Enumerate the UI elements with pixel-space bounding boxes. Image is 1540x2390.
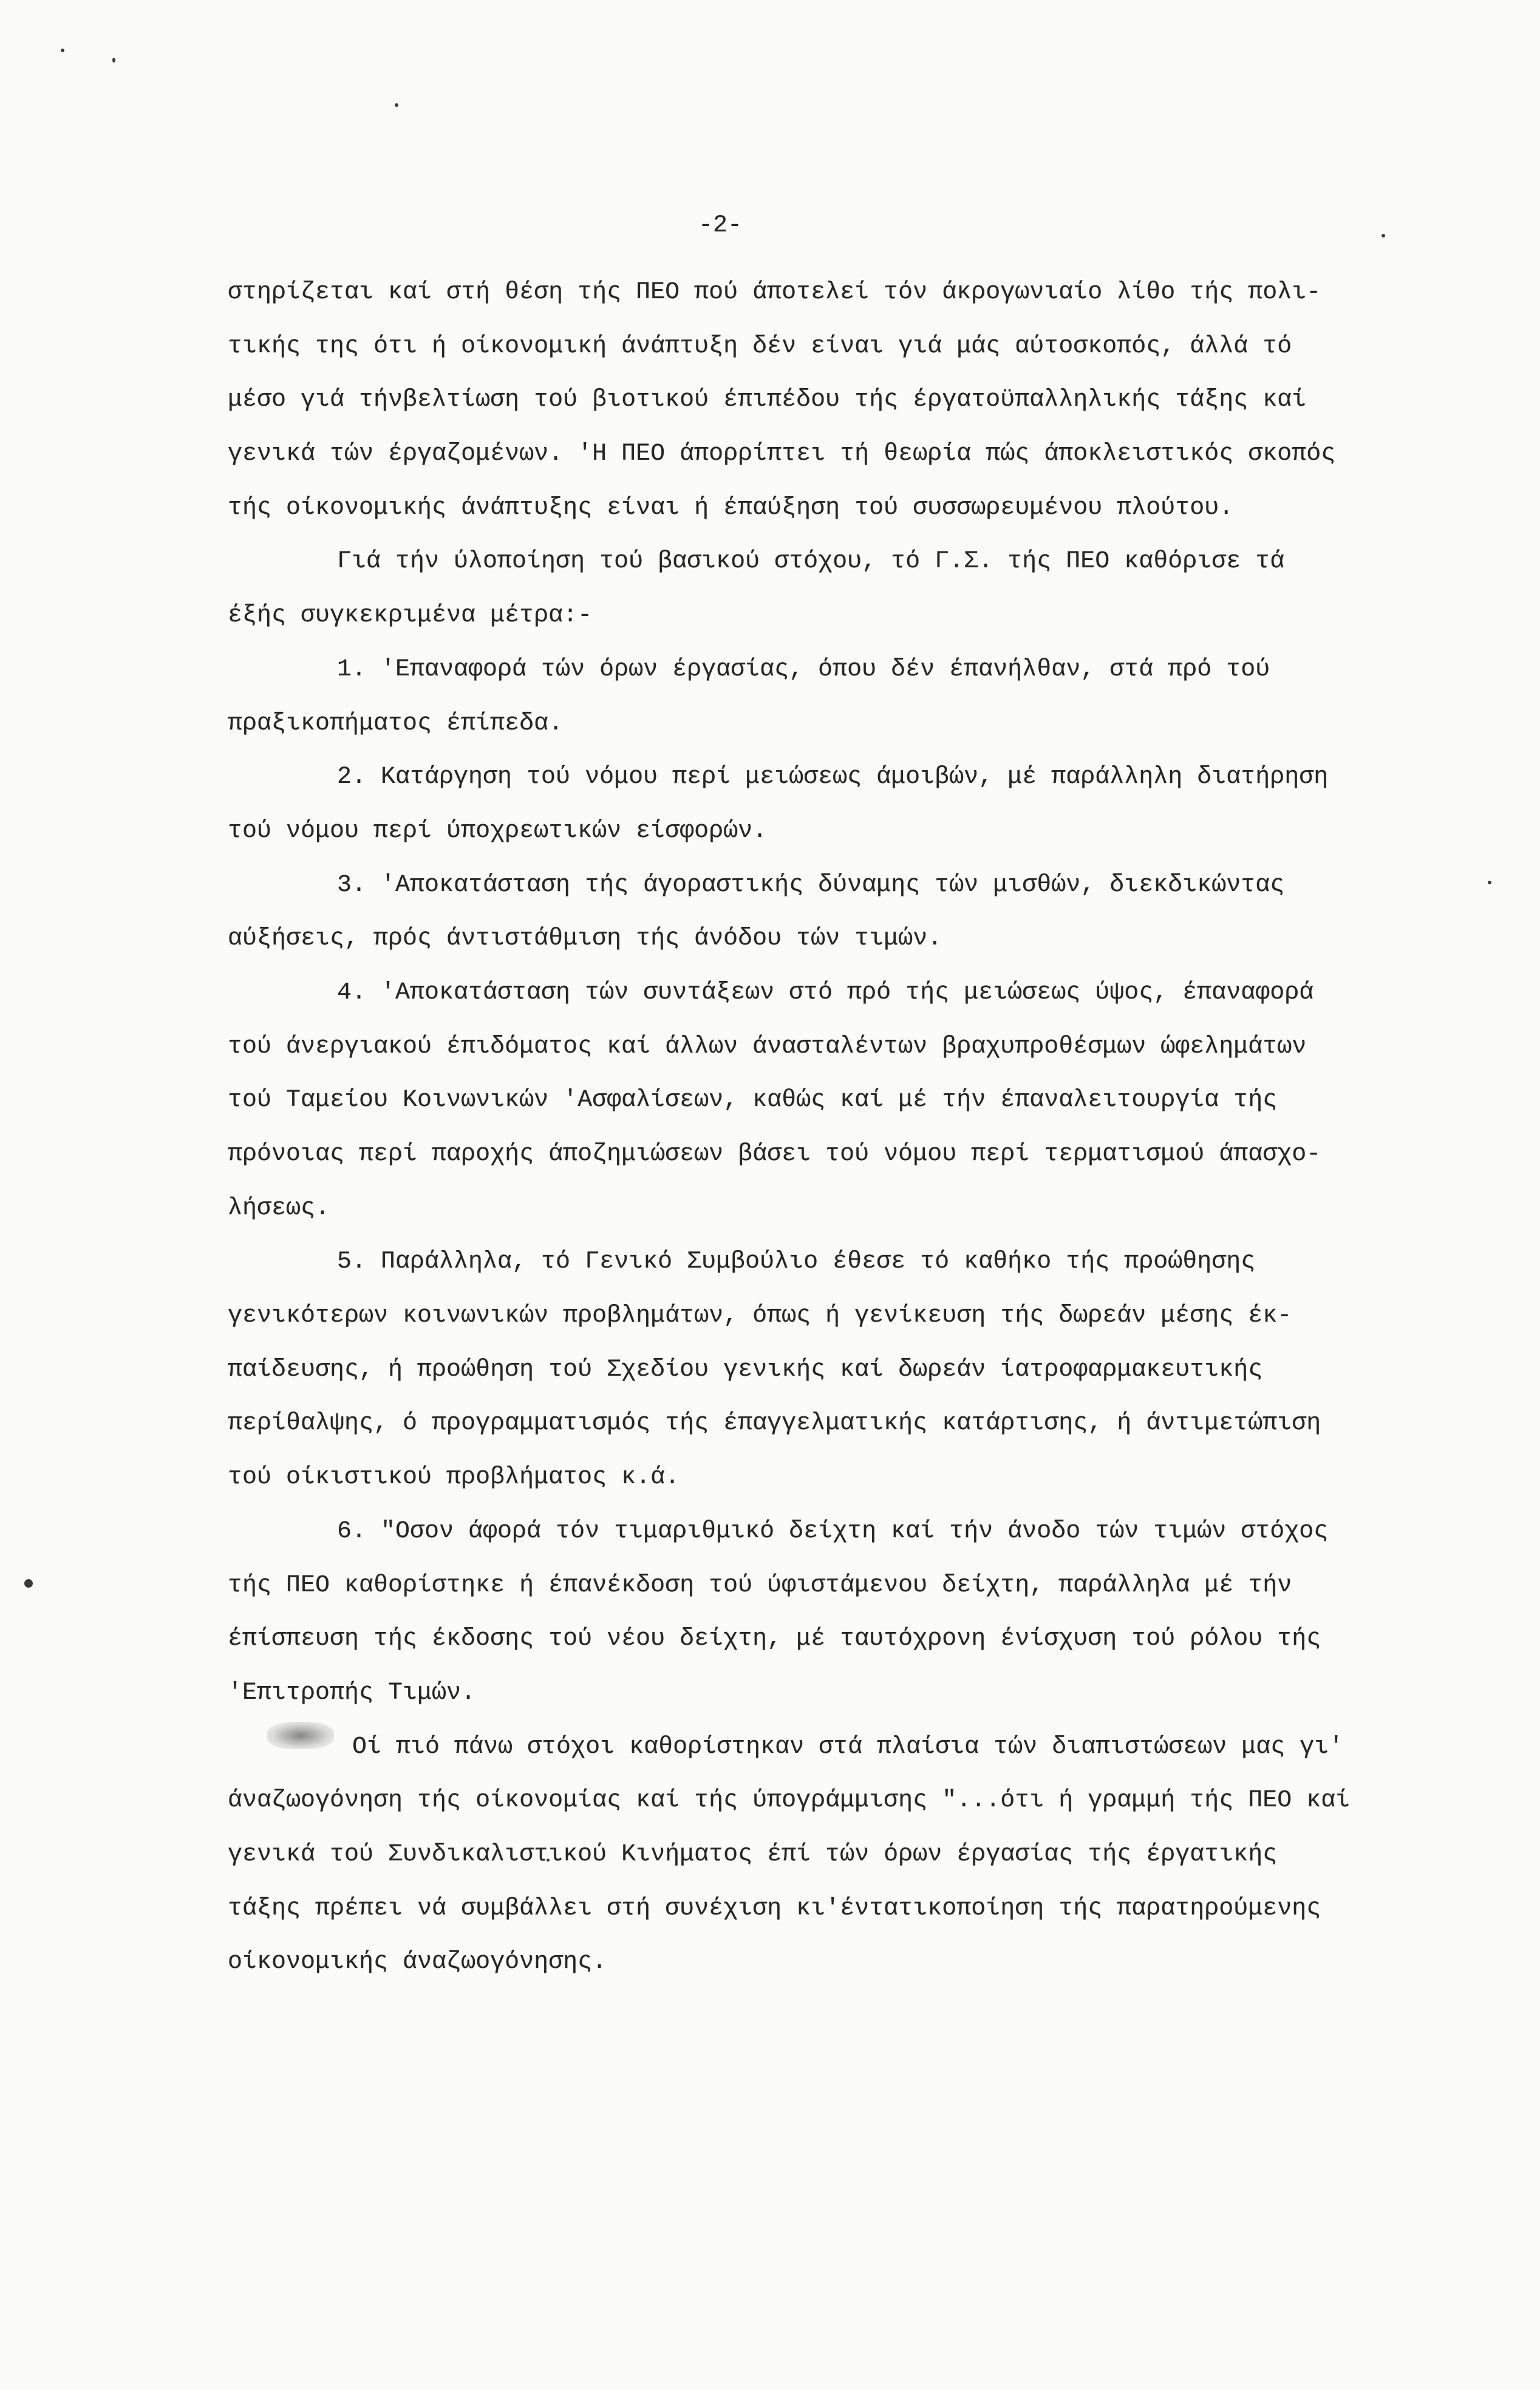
text-line: τού άνεργιακού έπιδόματος καί άλλων άνασταλέντων βραχυπροθέσμων ώφελημάτων bbox=[228, 1033, 1307, 1060]
scan-speck bbox=[24, 1579, 33, 1588]
text-line: πρόνοιας περί παροχής άποζημιώσεων βάσει τού νόμου περί τερματισμού άπασχο- bbox=[228, 1141, 1321, 1168]
paragraph-start-line: Οί πιό πάνω στόχοι καθορίστηκαν στά πλαίσια τών διαπιστώσεων μας γι' bbox=[352, 1733, 1344, 1761]
list-item-1: 1. 'Επαναφορά τών όρων έργασίας, όπου δέν έπανήλθαν, στά πρό τού bbox=[337, 655, 1270, 683]
page-number: -2- bbox=[698, 212, 743, 239]
text-line: τού οίκιστικού προβλήματος κ.ά. bbox=[228, 1464, 680, 1492]
text-line: τού νόμου περί ύποχρεωτικών είσφορών. bbox=[228, 817, 768, 845]
text-line: έπίσπευση τής έκδοσης τού νέου δείχτη, μέ ταυτόχρονη ένίσχυση τού ρόλου τής bbox=[228, 1625, 1321, 1653]
scan-speck bbox=[1382, 234, 1385, 237]
list-item-2: 2. Κατάργηση τού νόμου περί μειώσεως άμοιβών, μέ παράλληλη διατήρηση bbox=[337, 763, 1329, 791]
text-line: στηρίζεται καί στή θέση τής ΠΕΟ πού άποτελεί τόν άκρογωνιαίο λίθο τής πολι- bbox=[228, 279, 1321, 306]
scan-speck bbox=[61, 49, 64, 52]
text-line: τής οίκονομικής άνάπτυξης είναι ή έπαύξηση τού συσσωρευμένου πλούτου. bbox=[228, 494, 1234, 522]
text-line: παίδευσης, ή προώθηση τού Σχεδίου γενικής καί δωρεάν ίατροφαρμακευτικής bbox=[228, 1356, 1263, 1384]
text-line: 'Επιτροπής Τιμών. bbox=[228, 1679, 476, 1707]
list-item-3: 3. 'Αποκατάσταση τής άγοραστικής δύναμης τών μισθών, διεκδικώντας bbox=[337, 871, 1285, 899]
text-line: τού Ταμείου Κοινωνικών 'Ασφαλίσεων, καθώς καί μέ τήν έπαναλειτουργία τής bbox=[228, 1087, 1278, 1115]
paragraph-start-line: Γιά τήν ύλοποίηση τού βασικού στόχου, τό Γ.Σ. τής ΠΕΟ καθόρισε τά bbox=[337, 548, 1285, 576]
scan-speck bbox=[395, 103, 398, 107]
text-line: άναζωογόνηση τής οίκονομίας καί τής ύπογράμμισης "...ότι ή γραμμή τής ΠΕΟ καί bbox=[228, 1787, 1351, 1815]
document-body bbox=[228, 266, 1503, 1990]
text-line: μέσο γιά τήνβελτίωση τού βιοτικού έπιπέδου τής έργατοϋπαλληλικής τάξης καί bbox=[228, 386, 1307, 414]
text-line: οίκονομικής άναζωογόνησης. bbox=[228, 1948, 607, 1976]
text-line: τικής της ότι ή οίκονομική άνάπτυξη δέν είναι γιά μάς αύτοσκοπός, άλλά τό bbox=[228, 332, 1292, 360]
text-line: περίθαλψης, ό προγραμματισμός τής έπαγγελματικής κατάρτισης, ή άντιμετώπιση bbox=[228, 1410, 1321, 1438]
text-line: γενικότερων κοινωνικών προβλημάτων, όπως ή γενίκευση τής δωρεάν μέσης έκ- bbox=[228, 1302, 1292, 1330]
text-line: πραξικοπήματος έπίπεδα. bbox=[228, 709, 564, 737]
text-line: έξής συγκεκριμένα μέτρα:- bbox=[228, 602, 593, 630]
list-item-4: 4. 'Αποκατάσταση τών συντάξεων στό πρό τής μειώσεως ύψος, έπαναφορά bbox=[337, 978, 1314, 1006]
text-line: αύξήσεις, πρός άντιστάθμιση τής άνόδου τών τιμών. bbox=[228, 925, 942, 953]
list-item-6: 6. "Οσον άφορά τόν τιμαριθμικό δείχτη καί τήν άνοδο τών τιμών στόχος bbox=[337, 1517, 1329, 1545]
text-line: τάξης πρέπει νά συμβάλλει στή συνέχιση κι'έντατικοποίηση τής παρατηρούμενης bbox=[228, 1894, 1321, 1922]
text-line: γενικά τού Συνδικαλιστικού Κινήματος έπί τών όρων έργασίας τής έργατικής bbox=[228, 1840, 1278, 1868]
text-line: τής ΠΕΟ καθορίστηκε ή έπανέκδοση τού ύφιστάμενου δείχτη, παράλληλα μέ τήν bbox=[228, 1571, 1292, 1599]
text-line: λήσεως. bbox=[228, 1194, 330, 1222]
scan-speck bbox=[112, 58, 115, 63]
text-line: γενικά τών έργαζομένων. 'Η ΠΕΟ άπορρίπτει τή θεωρία πώς άποκλειστικός σκοπός bbox=[228, 440, 1336, 468]
list-item-5: 5. Παράλληλα, τό Γενικό Συμβούλιο έθεσε τό καθήκο τής προώθησης bbox=[337, 1248, 1256, 1276]
